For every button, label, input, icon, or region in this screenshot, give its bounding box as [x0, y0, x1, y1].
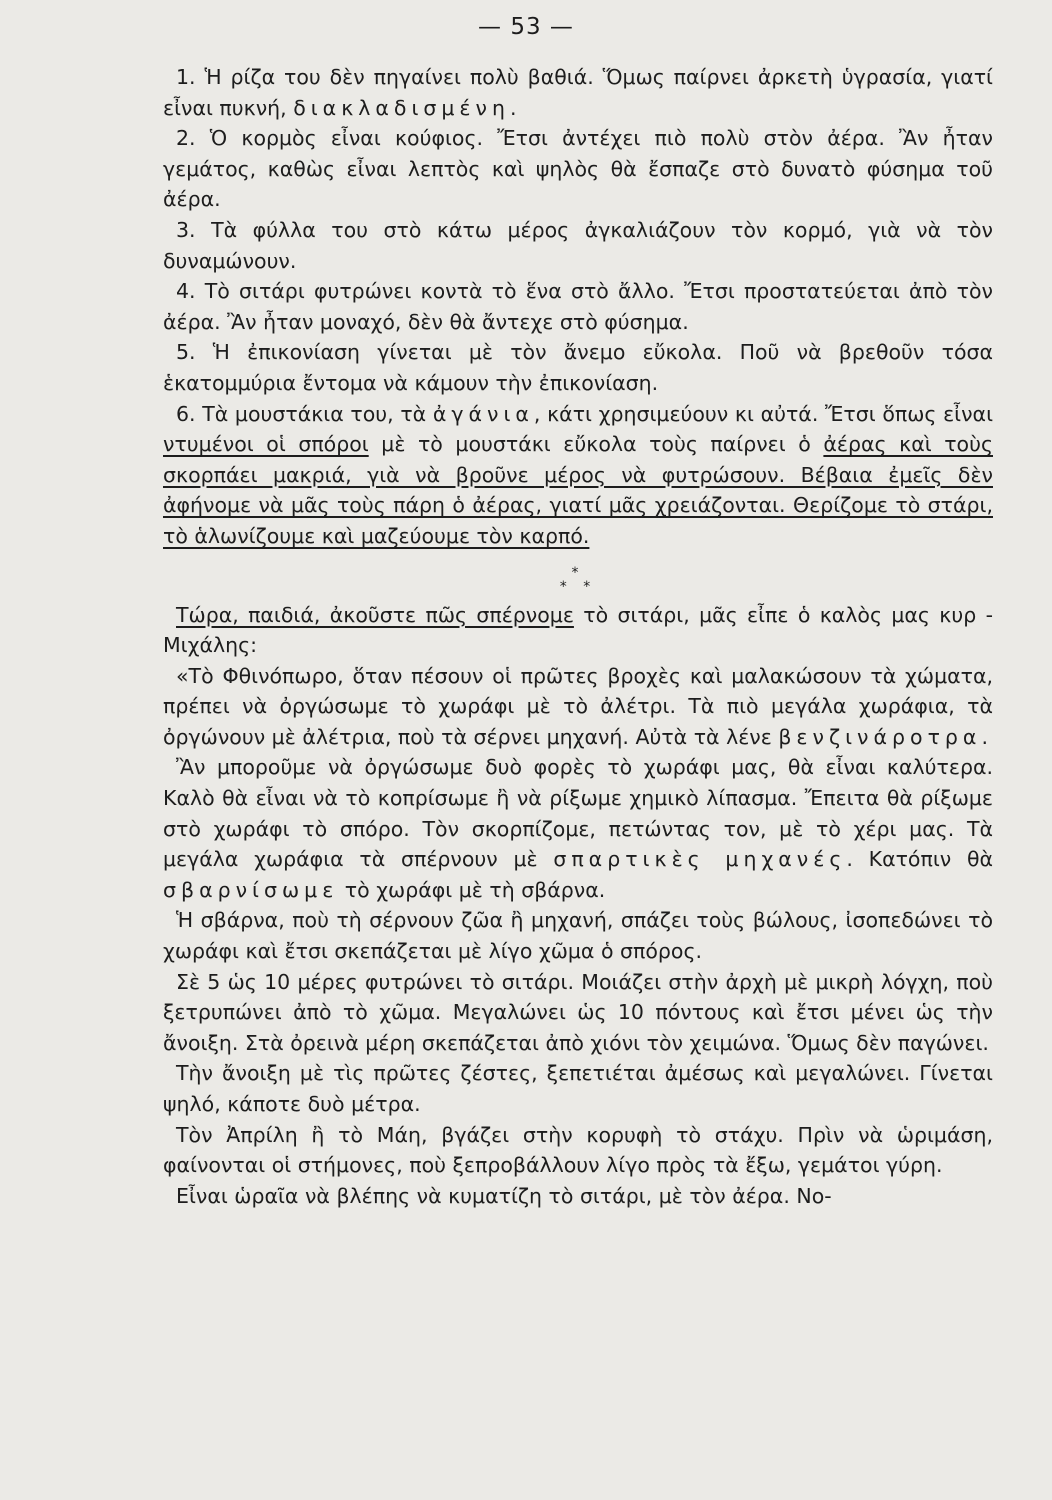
- spaced-term: ἀγάνια: [432, 401, 534, 426]
- underlined-text: Τώρα, παιδιά, ἀκοῦστε πῶς σπέρνομε: [176, 602, 574, 627]
- separator-star-top: *: [571, 564, 585, 581]
- paragraph-text: «Τὸ Φθινόπωρο, ὅταν πέσουν οἱ πρῶτες βροχὲς καὶ μαλακώσουν τὰ χώματα, πρέπει νὰ ὀργώσωμε τὸ χωράφι μὲ τὸ ἀλέτρι. Τὰ πιὸ μεγάλα χωράφια, τὰ ὀργώνουν μὲ ἀλέτρια, ποὺ τὰ σέρνει μηχανή. Αὐτὰ τὰ λένε: [163, 663, 993, 749]
- list-text: Ὁ κορμὸς εἶναι κούφιος. Ἔτσι ἀντέχει πιὸ πολὺ στὸν ἀέρα. Ἂν ἦταν γεμάτος, καθὼς εἶναι λεπτὸς καὶ ψηλὸς θὰ ἔσπαζε στὸ δυνατὸ φύσημα τοῦ ἀέρα.: [163, 126, 993, 212]
- underlined-text: ντυμένοι οἱ σπόροι: [163, 432, 369, 457]
- list-item-2: [163, 123, 993, 215]
- list-number: 6.: [176, 401, 196, 426]
- spaced-term: βενζινάροτρα: [778, 724, 982, 749]
- list-text: μὲ τὸ μουστάκι εὔκολα τοὺς παίρνει ὁ: [368, 432, 824, 457]
- list-number: 2.: [176, 126, 196, 151]
- list-text: Τὸ σιτάρι φυτρώνει κοντὰ τὸ ἕνα στὸ ἄλλο. Ἔτσι προστατεύεται ἀπὸ τὸν ἀέρα. Ἂν ἦταν μοναχό, δὲν θὰ ἄντεχε στὸ φύσημα.: [163, 279, 993, 334]
- paragraph-text-end: τὸ χωράφι μὲ τὴ σβάρνα.: [338, 877, 606, 902]
- list-number: 1.: [176, 65, 196, 89]
- list-item-1: [163, 62, 993, 123]
- paragraph-spring: Τὴν ἄνοιξη μὲ τὶς πρῶτες ζέστες, ξεπετιέται ἀμέσως καὶ μεγαλώνει. Γίνεται ψηλό, κάποτε δυὸ μέτρα.: [163, 1061, 993, 1116]
- separator-stars-bottom: * *: [559, 578, 597, 595]
- page-number: — 53 —: [478, 14, 574, 40]
- list-text: Ἡ ἐπικονίαση γίνεται μὲ τὸν ἄνεμο εὔκολα. Ποῦ νὰ βρεθοῦν τόσα ἑκατομμύρια ἔντομα νὰ κάμουν τὴν ἐπικονίαση.: [163, 340, 993, 395]
- paragraph-wind: Εἶναι ὡραῖα νὰ βλέπης νὰ κυματίζη τὸ σιτάρι, μὲ τὸν ἀέρα. Νο-: [176, 1183, 832, 1208]
- paragraph-sowing: [163, 752, 993, 905]
- spaced-term: διακλαδισμένη: [293, 95, 510, 120]
- paragraph-ear: Τὸν Ἀπρίλη ἢ τὸ Μάη, βγάζει στὴν κορυφὴ τὸ στάχυ. Πρὶν νὰ ὡριμάση, φαίνονται οἱ στήμονες, ποὺ ξεπροβάλλουν λίγο πρὸς τὰ ἔξω, γεμάτοι γύρη.: [163, 1122, 993, 1178]
- list-item-6: [163, 399, 993, 552]
- list-text: Τὰ φύλλα του στὸ κάτω μέρος ἀγκαλιάζουν τὸν κορμό, γιὰ νὰ τὸν δυναμώνουν.: [163, 217, 993, 273]
- section-separator: [163, 566, 993, 594]
- intro-paragraph: [163, 600, 993, 661]
- list-item-5: [163, 337, 993, 398]
- paragraph-harrow: Ἡ σβάρνα, ποὺ τὴ σέρνουν ζῶα ἢ μηχανή, σπάζει τοὺς βώλους, ἰσοπεδώνει τὸ χωράφι καὶ ἔτσι σκεπάζεται μὲ λίγο χῶμα ὁ σπόρος.: [163, 908, 993, 964]
- underlined-text: ἀέρας καὶ τοὺς σκορπάει μακριά, γιὰ νὰ βροῦνε μέρος νὰ φυτρώσουν. Βέβαια ἐμεῖς δὲν ἀφήνομε νὰ μᾶς τοὺς πάρη ὁ ἀέρας, γιατί μᾶς χρειάζονται. Θερίζομε τὸ στάρι, τὸ ἁλωνίζουμε καὶ μαζεύουμε τὸν καρπό.: [163, 432, 993, 548]
- page-body: [163, 62, 993, 1211]
- list-text: Ἡ ρίζα του δὲν πηγαίνει πολὺ βαθιά. Ὅμως παίρνει ἀρκετὴ ὑγρασία, γιατί εἶναι πυκνή,: [163, 65, 993, 120]
- list-number: 4.: [176, 279, 196, 304]
- list-number: 5.: [176, 340, 196, 365]
- spaced-term: σπαρτικὲς μηχανές: [553, 847, 847, 872]
- spaced-term: σβαρνίσωμε: [163, 877, 339, 902]
- list-item-3: [163, 215, 993, 276]
- list-text: Τὰ μουστάκια του, τὰ: [202, 401, 433, 426]
- paragraph-plowing: [163, 661, 993, 753]
- paragraph-text: Ἂν μποροῦμε νὰ ὀργώσωμε δυὸ φορὲς τὸ χωράφι μας, θὰ εἶναι καλύτερα. Καλὸ θὰ εἶναι νὰ τὸ κοπρίσωμε ἢ νὰ ρίξωμε χημικὸ λίπασμα. Ἔπειτα θὰ ρίξωμε στὸ χωράφι τὸ σπόρο. Τὸν σκορπίζομε, πετώντας τον, μὲ τὸ χέρι μας. Τὰ μεγάλα χωράφια τὰ σπέρνουν μὲ: [163, 755, 993, 872]
- paragraph-text-end: .: [981, 724, 988, 749]
- list-text-end: .: [509, 95, 517, 120]
- list-item-4: [163, 276, 993, 337]
- list-number: 3.: [176, 217, 196, 242]
- paragraph-sprouting: Σὲ 5 ὡς 10 μέρες φυτρώνει τὸ σιτάρι. Μοιάζει στὴν ἀρχὴ μὲ μικρὴ λόγχη, ποὺ ξετρυπώνει ἀπὸ τὸ χῶμα. Μεγαλώνει ὡς 10 πόντους καὶ ἔτσι μένει ὡς τὴν ἄνοιξη. Στὰ ὀρεινὰ μέρη σκεπάζεται ἀπὸ χιόνι τὸν χειμώνα. Ὅμως δὲν παγώνει.: [163, 969, 993, 1055]
- list-text: , κάτι χρησιμεύουν κι αὐτά. Ἔτσι ὅπως εἶναι: [533, 401, 994, 426]
- paragraph-text: . Κατόπιν θὰ: [846, 847, 993, 872]
- paragraph-text: τὸ σιτάρι, μᾶς εἶπε ὁ καλὸς μας κυρ - Μιχάλης:: [163, 602, 993, 658]
